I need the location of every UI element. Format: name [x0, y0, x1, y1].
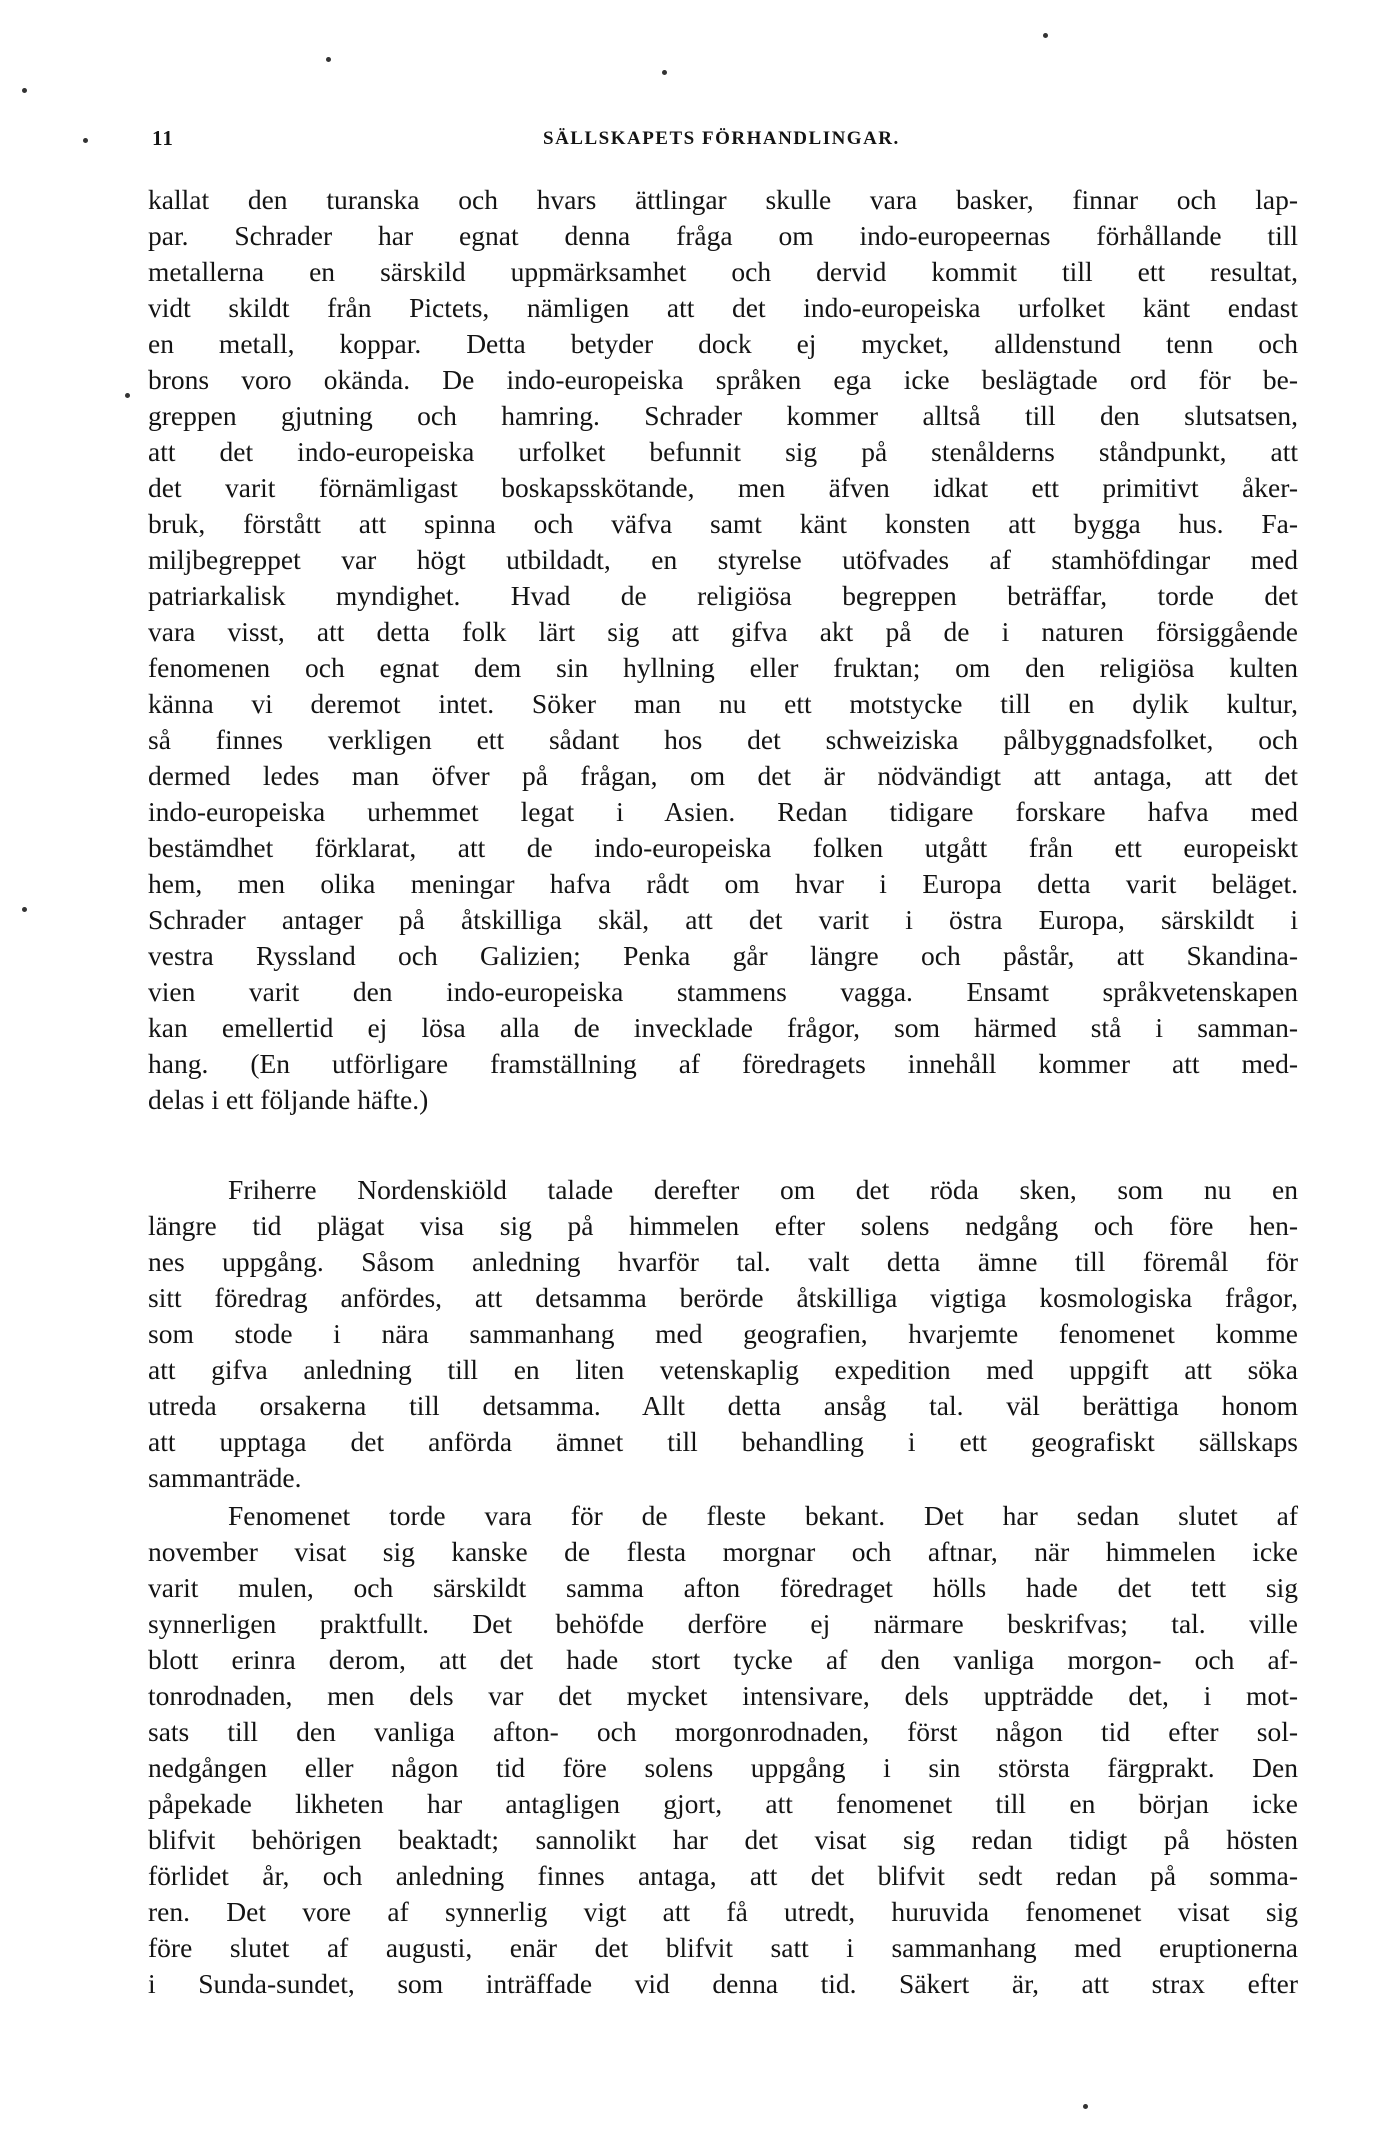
text-line: Fenomenet torde vara för de fleste bekant. Det har sedan slutet af	[228, 1500, 1298, 1531]
text-line: sitt föredrag anfördes, att detsamma berörde åtskilliga vigtiga kosmologiska frågor,	[148, 1282, 1298, 1313]
text-line: förlidet år, och anledning finnes antaga, att det blifvit sedt redan på somma-	[148, 1860, 1298, 1891]
text-line: sammanträde.	[148, 1462, 302, 1493]
text-line: utreda orsakerna till detsamma. Allt detta ansåg tal. väl berättiga honom	[148, 1390, 1298, 1421]
text-line: Friherre Nordenskiöld talade derefter om det röda sken, som nu en	[228, 1174, 1298, 1205]
scan-speck	[662, 70, 667, 75]
text-line: vara visst, att detta folk lärt sig att gifva akt på de i naturen försiggående	[148, 616, 1298, 647]
text-line: vestra Ryssland och Galizien; Penka går längre och påstår, att Skandina-	[148, 940, 1298, 971]
text-line: tonrodnaden, men dels var det mycket intensivare, dels uppträdde det, i mot-	[148, 1680, 1298, 1711]
text-line: brons voro okända. De indo-europeiska språken ega icke beslägtade ord för be-	[148, 364, 1298, 395]
text-line: en metall, koppar. Detta betyder dock ej mycket, alldenstund tenn och	[148, 328, 1298, 359]
scan-speck	[22, 907, 27, 912]
text-line: patriarkalisk myndighet. Hvad de religiösa begreppen beträffar, torde det	[148, 580, 1298, 611]
text-line: nes uppgång. Såsom anledning hvarför tal. valt detta ämne till föremål för	[148, 1246, 1298, 1277]
scan-speck	[125, 393, 130, 398]
text-line: kallat den turanska och hvars ättlingar skulle vara basker, finnar och lap-	[148, 184, 1298, 215]
text-line: dermed ledes man öfver på frågan, om det är nödvändigt att antaga, att det	[148, 760, 1298, 791]
text-line: metallerna en särskild uppmärksamhet och dervid kommit till ett resultat,	[148, 256, 1298, 287]
text-line: nedgången eller någon tid före solens uppgång i sin största färgprakt. Den	[148, 1752, 1298, 1783]
text-line: november visat sig kanske de flesta morgnar och aftnar, när himmelen icke	[148, 1536, 1298, 1567]
text-line: delas i ett följande häfte.)	[148, 1084, 429, 1115]
text-line: synnerligen praktfullt. Det behöfde derföre ej närmare beskrifvas; tal. ville	[148, 1608, 1298, 1639]
text-line: blott erinra derom, att det hade stort tycke af den vanliga morgon- och af-	[148, 1644, 1298, 1675]
text-line: så finnes verkligen ett sådant hos det schweiziska pålbyggnadsfolket, och	[148, 724, 1298, 755]
text-line: att det indo-europeiska urfolket befunnit sig på stenålderns ståndpunkt, att	[148, 436, 1298, 467]
scan-speck	[83, 138, 88, 143]
text-line: bestämdhet förklarat, att de indo-europeiska folken utgått från ett europeiskt	[148, 832, 1298, 863]
scan-speck	[1043, 33, 1048, 38]
running-title: SÄLLSKAPETS FÖRHANDLINGAR.	[543, 128, 900, 149]
text-line: påpekade likheten har antagligen gjort, att fenomenet till en början icke	[148, 1788, 1298, 1819]
text-line: före slutet af augusti, enär det blifvit satt i sammanhang med eruptionerna	[148, 1932, 1298, 1963]
text-line: varit mulen, och särskildt samma afton föredraget hölls hade det tett sig	[148, 1572, 1298, 1603]
text-line: i Sunda-sundet, som inträffade vid denna tid. Säkert är, att strax efter	[148, 1968, 1298, 1999]
page-header	[148, 126, 1298, 162]
scan-speck	[22, 88, 27, 93]
text-line: blifvit behörigen beaktadt; sannolikt har det visat sig redan tidigt på hösten	[148, 1824, 1298, 1855]
text-line: vidt skildt från Pictets, nämligen att det indo-europeiska urfolket känt endast	[148, 292, 1298, 323]
text-line: ren. Det vore af synnerlig vigt att få utredt, huruvida fenomenet visat sig	[148, 1896, 1298, 1927]
text-line: fenomenen och egnat dem sin hyllning eller fruktan; om den religiösa kulten	[148, 652, 1298, 683]
scan-speck	[1083, 2104, 1088, 2109]
text-line: det varit förnämligast boskapsskötande, men äfven idkat ett primitivt åker-	[148, 472, 1298, 503]
text-line: bruk, förstått att spinna och väfva samt känt konsten att bygga hus. Fa-	[148, 508, 1298, 539]
text-line: miljbegreppet var högt utbildadt, en styrelse utöfvades af stamhöfdingar med	[148, 544, 1298, 575]
text-line: sats till den vanliga afton- och morgonrodnaden, först någon tid efter sol-	[148, 1716, 1298, 1747]
text-line: greppen gjutning och hamring. Schrader kommer alltså till den slutsatsen,	[148, 400, 1298, 431]
text-line: hang. (En utförligare framställning af föredragets innehåll kommer att med-	[148, 1048, 1298, 1079]
scan-speck	[326, 57, 331, 62]
text-line: längre tid plägat visa sig på himmelen efter solens nedgång och före hen-	[148, 1210, 1298, 1241]
text-line: par. Schrader har egnat denna fråga om indo-europeernas förhållande till	[148, 220, 1298, 251]
text-line: att gifva anledning till en liten vetenskaplig expedition med uppgift att söka	[148, 1354, 1298, 1385]
text-line: kan emellertid ej lösa alla de invecklade frågor, som härmed stå i samman-	[148, 1012, 1298, 1043]
text-line: känna vi deremot intet. Söker man nu ett motstycke till en dylik kultur,	[148, 688, 1298, 719]
text-line: vien varit den indo-europeiska stammens vagga. Ensamt språkvetenskapen	[148, 976, 1298, 1007]
text-line: att upptaga det anförda ämnet till behandling i ett geografiskt sällskaps	[148, 1426, 1298, 1457]
page-number: 11	[152, 126, 174, 150]
text-line: som stode i nära sammanhang med geografien, hvarjemte fenomenet komme	[148, 1318, 1298, 1349]
text-line: hem, men olika meningar hafva rådt om hvar i Europa detta varit beläget.	[148, 868, 1298, 899]
text-line: indo-europeiska urhemmet legat i Asien. Redan tidigare forskare hafva med	[148, 796, 1298, 827]
text-line: Schrader antager på åtskilliga skäl, att det varit i östra Europa, särskildt i	[148, 904, 1298, 935]
